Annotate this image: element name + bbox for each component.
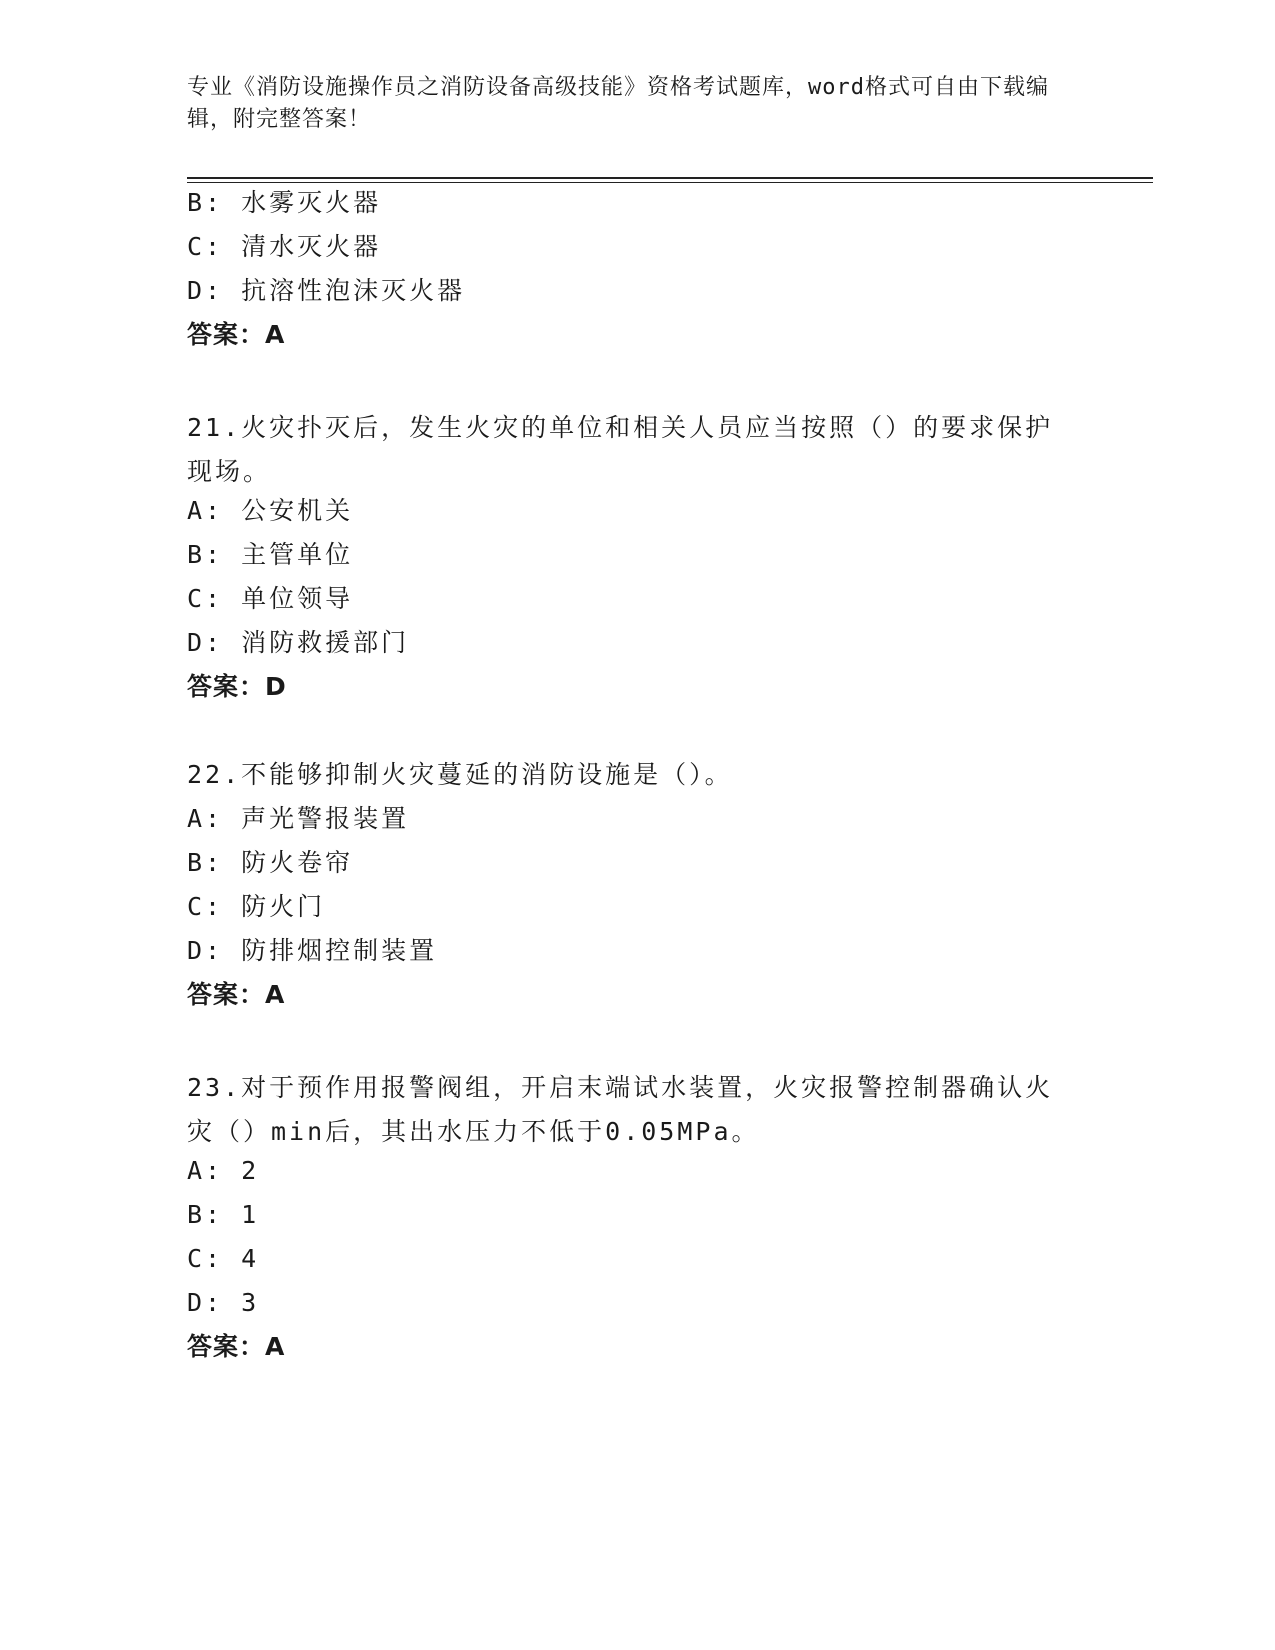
q23-answer: 答案：A [187,1332,286,1361]
q21-option-d: D: 消防救援部门 [187,628,410,657]
q23-option-a: A: 2 [187,1156,260,1185]
q22-option-c: C: 防火门 [187,892,326,921]
q20-option-c: C: 清水灭火器 [187,232,382,261]
q22-stem: 22.不能够抑制火灾蔓延的消防设施是（）。 [187,760,733,789]
header-divider-thin [187,182,1153,183]
q21-answer: 答案：D [187,672,287,701]
q23-option-c: C: 4 [187,1244,260,1273]
header-divider [187,177,1153,179]
document-header: 专业《消防设施操作员之消防设备高级技能》资格考试题库，word格式可自由下载编辑，附完整答案！ [187,75,1049,132]
q20-answer: 答案：A [187,320,286,349]
q21-stem: 21.火灾扑灭后，发生火灾的单位和相关人员应当按照（）的要求保护现场。 [187,413,1054,486]
q22-answer: 答案：A [187,980,286,1009]
q21-option-c: C: 单位领导 [187,584,354,613]
q21-option-a: A: 公安机关 [187,496,354,525]
q20-option-b: B: 水雾灭火器 [187,188,382,217]
q21-option-b: B: 主管单位 [187,540,354,569]
q20-option-d: D: 抗溶性泡沫灭火器 [187,276,466,305]
q22-option-a: A: 声光警报装置 [187,804,410,833]
q22-option-d: D: 防排烟控制装置 [187,936,438,965]
q23-option-b: B: 1 [187,1200,260,1229]
q23-option-d: D: 3 [187,1288,260,1317]
q22-option-b: B: 防火卷帘 [187,848,354,877]
q23-stem: 23.对于预作用报警阀组，开启末端试水装置，火灾报警控制器确认火灾（）min后，其出水压力不低于0.05MPa。 [187,1073,1054,1146]
